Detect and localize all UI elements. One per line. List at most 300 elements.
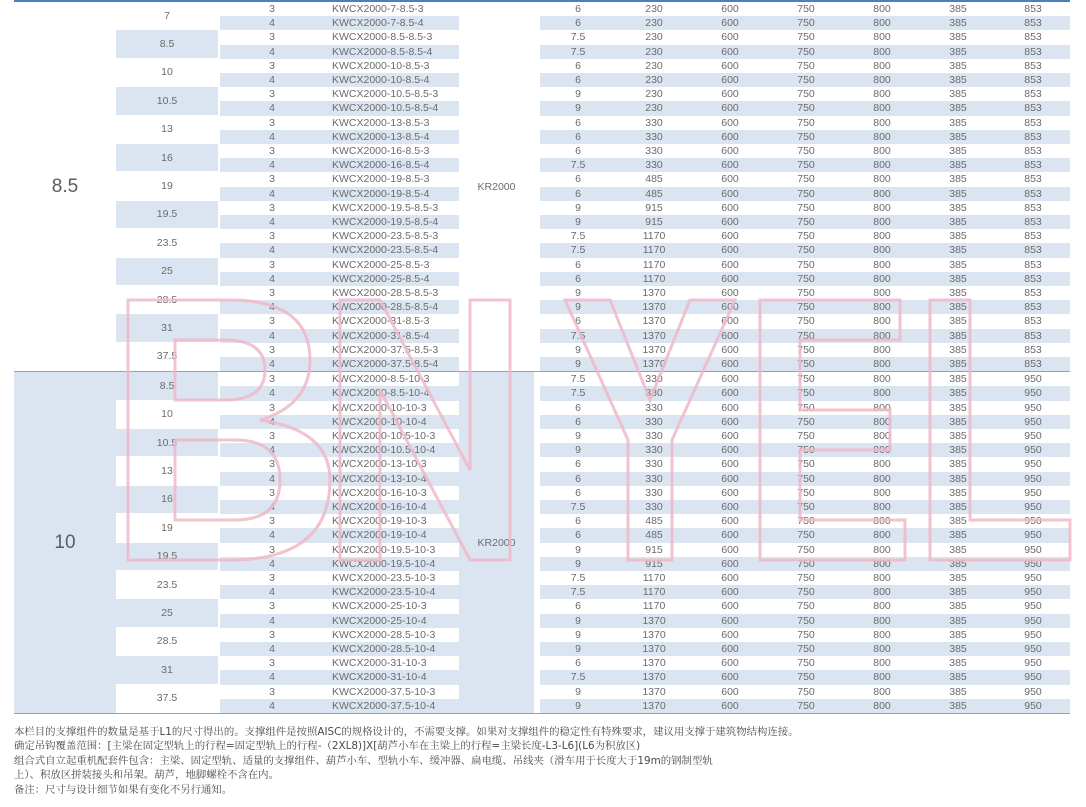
cell-b: 1170 xyxy=(642,272,666,285)
table-row xyxy=(14,401,1070,415)
cell-model: KWCX2000-10-8.5-3 xyxy=(332,59,430,72)
cell-600: 600 xyxy=(721,45,739,58)
note-line: 上）、积放区拼装接头和吊架。葫芦，地脚螺栓不含在内。 xyxy=(14,769,279,782)
cell-750: 750 xyxy=(797,600,815,613)
cell-model: KWCX2000-25-10-4 xyxy=(332,614,427,627)
span-value: 23.5 xyxy=(156,236,178,249)
cell-800: 800 xyxy=(873,515,891,528)
cell-b: 330 xyxy=(645,387,663,400)
cell-600: 600 xyxy=(721,130,739,143)
cell-height: 950 xyxy=(1024,500,1042,513)
cell-600: 600 xyxy=(721,515,739,528)
cell-b: 330 xyxy=(645,373,663,386)
cell-model: KWCX2000-25-10-3 xyxy=(332,600,427,613)
cell-385: 385 xyxy=(949,387,967,400)
cell-600: 600 xyxy=(721,444,739,457)
cell-385: 385 xyxy=(949,159,967,172)
cell-count: 3 xyxy=(269,515,275,528)
cell-385: 385 xyxy=(949,301,967,314)
cell-385: 385 xyxy=(949,586,967,599)
cell-model: KWCX2000-10.5-10-3 xyxy=(332,429,436,442)
cell-b: 1370 xyxy=(642,671,666,684)
cell-600: 600 xyxy=(721,301,739,314)
table-row xyxy=(14,472,1070,486)
cell-750: 750 xyxy=(797,685,815,698)
cell-600: 600 xyxy=(721,628,739,641)
cell-b: 230 xyxy=(645,31,663,44)
cell-750: 750 xyxy=(797,74,815,86)
table-row xyxy=(14,201,1070,215)
cell-count: 4 xyxy=(269,159,275,172)
cell-385: 385 xyxy=(949,671,967,684)
cell-a: 9 xyxy=(575,216,581,228)
cell-750: 750 xyxy=(797,3,815,15)
cell-model: KWCX2000-16-10-3 xyxy=(332,486,427,499)
cell-385: 385 xyxy=(949,116,967,129)
cell-count: 3 xyxy=(269,486,275,499)
cell-800: 800 xyxy=(873,415,891,428)
cell-b: 330 xyxy=(645,401,663,414)
cell-600: 600 xyxy=(721,458,739,471)
table-row xyxy=(14,243,1070,257)
section-l1-10 xyxy=(14,372,1070,714)
cell-height: 950 xyxy=(1024,685,1042,698)
cell-800: 800 xyxy=(873,145,891,157)
cell-385: 385 xyxy=(949,343,967,356)
cell-a: 6 xyxy=(575,415,581,428)
cell-600: 600 xyxy=(721,216,739,228)
cell-count: 3 xyxy=(269,3,275,15)
cell-height: 950 xyxy=(1024,557,1042,570)
cell-600: 600 xyxy=(721,642,739,655)
table-row xyxy=(14,45,1070,59)
cell-b: 1370 xyxy=(642,301,666,314)
cell-b: 230 xyxy=(645,59,663,72)
cell-385: 385 xyxy=(949,329,967,342)
cell-600: 600 xyxy=(721,173,739,186)
table-row xyxy=(14,699,1070,713)
cell-model: KWCX2000-28.5-8.5-3 xyxy=(332,287,439,299)
cell-count: 4 xyxy=(269,614,275,627)
span-value: 31 xyxy=(116,314,218,341)
cell-600: 600 xyxy=(721,102,739,115)
cell-600: 600 xyxy=(721,159,739,172)
cell-750: 750 xyxy=(797,358,815,370)
cell-600: 600 xyxy=(721,500,739,513)
cell-count: 4 xyxy=(269,444,275,457)
span-value: 10.5 xyxy=(116,87,218,114)
span-value: 28.5 xyxy=(156,293,178,306)
cell-750: 750 xyxy=(797,500,815,513)
cell-count: 3 xyxy=(269,600,275,613)
cell-count: 4 xyxy=(269,45,275,58)
cell-height: 853 xyxy=(1024,201,1042,214)
cell-height: 853 xyxy=(1024,272,1042,285)
cell-count: 4 xyxy=(269,387,275,400)
cell-800: 800 xyxy=(873,258,891,271)
cell-height: 853 xyxy=(1024,343,1042,356)
cell-800: 800 xyxy=(873,586,891,599)
cell-model: KWCX2000-13-8.5-4 xyxy=(332,130,430,143)
span-value: 19 xyxy=(161,521,173,534)
cell-385: 385 xyxy=(949,287,967,299)
cell-600: 600 xyxy=(721,614,739,627)
cell-model: KWCX2000-37.5-8.5-3 xyxy=(332,343,439,356)
cell-385: 385 xyxy=(949,130,967,143)
table-row xyxy=(14,87,1070,101)
cell-800: 800 xyxy=(873,159,891,172)
cell-a: 7.5 xyxy=(570,586,586,599)
cell-800: 800 xyxy=(873,343,891,356)
cell-model: KWCX2000-19.5-8.5-4 xyxy=(332,216,439,228)
l1-value: 8.5 xyxy=(51,175,79,197)
cell-600: 600 xyxy=(721,557,739,570)
cell-750: 750 xyxy=(797,315,815,328)
span-value: 37.5 xyxy=(156,350,178,363)
cell-600: 600 xyxy=(721,529,739,542)
cell-385: 385 xyxy=(949,315,967,328)
table-row xyxy=(14,372,1070,386)
cell-800: 800 xyxy=(873,17,891,30)
cell-800: 800 xyxy=(873,329,891,342)
cell-count: 4 xyxy=(269,130,275,143)
cell-a: 7.5 xyxy=(570,244,586,257)
cell-count: 3 xyxy=(269,458,275,471)
cell-model: KWCX2000-19-8.5-4 xyxy=(332,187,430,200)
cell-750: 750 xyxy=(797,244,815,257)
cell-height: 853 xyxy=(1024,159,1042,172)
cell-count: 3 xyxy=(269,343,275,356)
table-row xyxy=(14,429,1070,443)
cell-a: 9 xyxy=(575,699,581,712)
table-row xyxy=(14,543,1070,557)
note-line: 组合式自立起重机配套件包含：主梁、固定型轨、适量的支撑组件、葫芦小车、型轨小车、缓冲器、扁电缆、吊线夹（滑车用于长度大于19m的钢制型轨 xyxy=(14,754,713,767)
cell-800: 800 xyxy=(873,116,891,129)
cell-count: 4 xyxy=(269,272,275,285)
cell-height: 853 xyxy=(1024,187,1042,200)
cell-model: KWCX2000-16-8.5-3 xyxy=(332,145,430,157)
cell-count: 4 xyxy=(269,187,275,200)
cell-height: 853 xyxy=(1024,145,1042,157)
cell-model: KWCX2000-13-10-3 xyxy=(332,458,427,471)
cell-600: 600 xyxy=(721,59,739,72)
cell-b: 915 xyxy=(645,201,663,214)
cell-385: 385 xyxy=(949,699,967,712)
cell-600: 600 xyxy=(721,486,739,499)
cell-model: KWCX2000-8.5-8.5-4 xyxy=(332,45,433,58)
cell-385: 385 xyxy=(949,657,967,670)
table-row xyxy=(14,229,1070,243)
cell-a: 9 xyxy=(575,614,581,627)
cell-385: 385 xyxy=(949,500,967,513)
cell-model: KWCX2000-19-10-3 xyxy=(332,515,427,528)
cell-800: 800 xyxy=(873,301,891,314)
cell-b: 1170 xyxy=(642,571,666,584)
cell-count: 4 xyxy=(269,415,275,428)
cell-750: 750 xyxy=(797,116,815,129)
cell-750: 750 xyxy=(797,486,815,499)
cell-height: 853 xyxy=(1024,3,1042,15)
cell-model: KWCX2000-19-10-4 xyxy=(332,529,427,542)
cell-count: 4 xyxy=(269,642,275,655)
cell-600: 600 xyxy=(721,685,739,698)
cell-height: 950 xyxy=(1024,415,1042,428)
cell-750: 750 xyxy=(797,614,815,627)
table-row xyxy=(14,272,1070,286)
cell-800: 800 xyxy=(873,557,891,570)
cell-750: 750 xyxy=(797,571,815,584)
cell-800: 800 xyxy=(873,216,891,228)
cell-800: 800 xyxy=(873,387,891,400)
cell-height: 853 xyxy=(1024,230,1042,243)
cell-385: 385 xyxy=(949,401,967,414)
cell-600: 600 xyxy=(721,272,739,285)
cell-385: 385 xyxy=(949,429,967,442)
cell-count: 3 xyxy=(269,657,275,670)
cell-800: 800 xyxy=(873,173,891,186)
cell-b: 1170 xyxy=(642,244,666,257)
rail-model: KR2000 xyxy=(477,180,516,193)
span-value: 13 xyxy=(161,465,173,478)
cell-b: 330 xyxy=(645,429,663,442)
cell-800: 800 xyxy=(873,699,891,712)
cell-count: 3 xyxy=(269,401,275,414)
cell-600: 600 xyxy=(721,373,739,386)
cell-model: KWCX2000-13-10-4 xyxy=(332,472,427,485)
cell-b: 230 xyxy=(645,74,663,86)
cell-600: 600 xyxy=(721,74,739,86)
cell-800: 800 xyxy=(873,102,891,115)
cell-385: 385 xyxy=(949,201,967,214)
cell-a: 7.5 xyxy=(570,500,586,513)
cell-count: 3 xyxy=(269,145,275,157)
cell-model: KWCX2000-31-8.5-3 xyxy=(332,315,430,328)
cell-height: 853 xyxy=(1024,287,1042,299)
cell-800: 800 xyxy=(873,429,891,442)
cell-a: 6 xyxy=(575,116,581,129)
cell-600: 600 xyxy=(721,343,739,356)
cell-750: 750 xyxy=(797,387,815,400)
cell-800: 800 xyxy=(873,458,891,471)
cell-a: 9 xyxy=(575,358,581,370)
cell-600: 600 xyxy=(721,230,739,243)
cell-b: 1370 xyxy=(642,685,666,698)
cell-height: 853 xyxy=(1024,102,1042,115)
cell-800: 800 xyxy=(873,628,891,641)
cell-385: 385 xyxy=(949,358,967,370)
cell-height: 853 xyxy=(1024,130,1042,143)
note-line: 备注：尺寸与设计细节如果有变化不另行通知。 xyxy=(14,783,233,796)
cell-385: 385 xyxy=(949,472,967,485)
cell-count: 3 xyxy=(269,258,275,271)
cell-600: 600 xyxy=(721,3,739,15)
cell-model: KWCX2000-28.5-10-3 xyxy=(332,628,436,641)
cell-b: 230 xyxy=(645,102,663,115)
cell-750: 750 xyxy=(797,31,815,44)
cell-b: 1170 xyxy=(642,600,666,613)
cell-385: 385 xyxy=(949,88,967,101)
table-row xyxy=(14,258,1070,272)
cell-600: 600 xyxy=(721,600,739,613)
cell-b: 1170 xyxy=(642,258,666,271)
cell-model: KWCX2000-28.5-10-4 xyxy=(332,642,436,655)
table-row xyxy=(14,286,1070,300)
cell-600: 600 xyxy=(721,329,739,342)
span-value: 16 xyxy=(116,486,218,513)
cell-b: 1370 xyxy=(642,642,666,655)
cell-count: 4 xyxy=(269,500,275,513)
span-value: 28.5 xyxy=(156,635,178,648)
cell-600: 600 xyxy=(721,401,739,414)
cell-750: 750 xyxy=(797,529,815,542)
cell-385: 385 xyxy=(949,187,967,200)
cell-b: 485 xyxy=(645,529,663,542)
cell-count: 4 xyxy=(269,529,275,542)
cell-height: 950 xyxy=(1024,614,1042,627)
cell-385: 385 xyxy=(949,444,967,457)
cell-model: KWCX2000-8.5-10-3 xyxy=(332,373,430,386)
span-value: 37.5 xyxy=(156,692,178,705)
cell-800: 800 xyxy=(873,500,891,513)
cell-750: 750 xyxy=(797,230,815,243)
span-value: 8.5 xyxy=(116,30,218,57)
cell-750: 750 xyxy=(797,586,815,599)
spec-table xyxy=(14,2,1070,714)
cell-385: 385 xyxy=(949,59,967,72)
cell-a: 9 xyxy=(575,429,581,442)
span-value: 19.5 xyxy=(116,543,218,570)
cell-800: 800 xyxy=(873,59,891,72)
cell-model: KWCX2000-10.5-10-4 xyxy=(332,444,436,457)
cell-750: 750 xyxy=(797,458,815,471)
span-value: 19.5 xyxy=(116,201,218,228)
table-row xyxy=(14,59,1070,73)
cell-count: 3 xyxy=(269,31,275,44)
cell-height: 853 xyxy=(1024,173,1042,186)
cell-count: 4 xyxy=(269,102,275,115)
cell-height: 950 xyxy=(1024,671,1042,684)
cell-b: 1370 xyxy=(642,287,666,299)
cell-600: 600 xyxy=(721,586,739,599)
cell-800: 800 xyxy=(873,657,891,670)
cell-count: 4 xyxy=(269,244,275,257)
cell-800: 800 xyxy=(873,671,891,684)
table-row xyxy=(14,300,1070,314)
cell-a: 6 xyxy=(575,515,581,528)
cell-a: 9 xyxy=(575,685,581,698)
cell-height: 853 xyxy=(1024,358,1042,370)
cell-count: 3 xyxy=(269,571,275,584)
table-row xyxy=(14,329,1070,343)
cell-a: 6 xyxy=(575,145,581,157)
cell-model: KWCX2000-10-10-3 xyxy=(332,401,427,414)
cell-385: 385 xyxy=(949,486,967,499)
cell-750: 750 xyxy=(797,699,815,712)
cell-750: 750 xyxy=(797,642,815,655)
cell-800: 800 xyxy=(873,642,891,655)
cell-b: 485 xyxy=(645,515,663,528)
cell-b: 230 xyxy=(645,3,663,15)
cell-height: 950 xyxy=(1024,387,1042,400)
cell-800: 800 xyxy=(873,472,891,485)
cell-750: 750 xyxy=(797,201,815,214)
cell-800: 800 xyxy=(873,315,891,328)
cell-385: 385 xyxy=(949,685,967,698)
cell-height: 853 xyxy=(1024,59,1042,72)
cell-count: 3 xyxy=(269,628,275,641)
table-row xyxy=(14,642,1070,656)
cell-model: KWCX2000-31-8.5-4 xyxy=(332,329,430,342)
cell-model: KWCX2000-10-8.5-4 xyxy=(332,74,430,86)
cell-385: 385 xyxy=(949,216,967,228)
table-row xyxy=(14,314,1070,328)
cell-600: 600 xyxy=(721,201,739,214)
cell-height: 950 xyxy=(1024,642,1042,655)
cell-750: 750 xyxy=(797,373,815,386)
span-value: 10.5 xyxy=(116,429,218,456)
l1-value: 10 xyxy=(14,372,116,713)
cell-750: 750 xyxy=(797,301,815,314)
cell-385: 385 xyxy=(949,529,967,542)
cell-model: KWCX2000-19.5-10-4 xyxy=(332,557,436,570)
cell-count: 4 xyxy=(269,586,275,599)
cell-750: 750 xyxy=(797,102,815,115)
table-row xyxy=(14,343,1070,357)
cell-385: 385 xyxy=(949,45,967,58)
section-l1-8.5 xyxy=(14,2,1070,372)
cell-800: 800 xyxy=(873,600,891,613)
table-row xyxy=(14,656,1070,670)
cell-height: 853 xyxy=(1024,244,1042,257)
cell-385: 385 xyxy=(949,373,967,386)
cell-750: 750 xyxy=(797,329,815,342)
cell-count: 4 xyxy=(269,301,275,314)
cell-b: 1370 xyxy=(642,614,666,627)
span-value: 31 xyxy=(116,656,218,683)
cell-a: 6 xyxy=(575,130,581,143)
cell-height: 853 xyxy=(1024,31,1042,44)
cell-750: 750 xyxy=(797,145,815,157)
cell-height: 950 xyxy=(1024,444,1042,457)
cell-count: 4 xyxy=(269,17,275,30)
cell-a: 7.5 xyxy=(570,31,586,44)
cell-b: 330 xyxy=(645,116,663,129)
cell-800: 800 xyxy=(873,358,891,370)
cell-a: 6 xyxy=(575,472,581,485)
table-row xyxy=(14,571,1070,585)
cell-750: 750 xyxy=(797,59,815,72)
cell-height: 853 xyxy=(1024,315,1042,328)
cell-b: 915 xyxy=(645,543,663,556)
cell-385: 385 xyxy=(949,102,967,115)
cell-model: KWCX2000-8.5-10-4 xyxy=(332,387,430,400)
cell-600: 600 xyxy=(721,244,739,257)
cell-height: 950 xyxy=(1024,472,1042,485)
cell-600: 600 xyxy=(721,415,739,428)
table-row xyxy=(14,101,1070,115)
cell-a: 6 xyxy=(575,401,581,414)
rail-model: KR2000 xyxy=(459,372,534,713)
span-value: 16 xyxy=(116,144,218,171)
cell-count: 4 xyxy=(269,216,275,228)
cell-count: 3 xyxy=(269,543,275,556)
cell-count: 3 xyxy=(269,201,275,214)
span-value: 25 xyxy=(116,258,218,285)
cell-385: 385 xyxy=(949,272,967,285)
cell-750: 750 xyxy=(797,343,815,356)
cell-750: 750 xyxy=(797,657,815,670)
cell-model: KWCX2000-37.5-10-4 xyxy=(332,699,436,712)
